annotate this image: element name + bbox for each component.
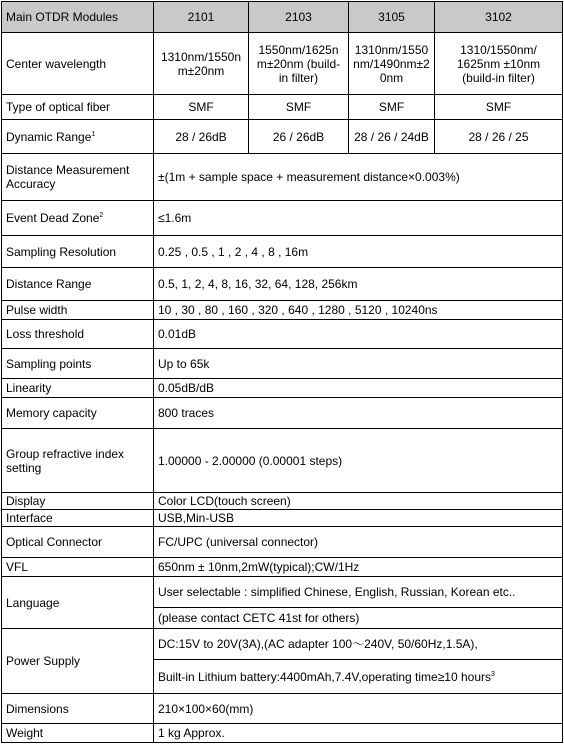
row-label: Center wavelength (2, 33, 154, 95)
value-line: 1625nm ±10nm (456, 56, 541, 71)
row-value: ≤1.6m (154, 201, 563, 236)
row-value: USB,Min-USB (154, 510, 563, 527)
row-value: 650nm ± 10nm,2mW(typical);CW/1Hz (154, 558, 563, 577)
row-label: Dimensions (2, 694, 154, 724)
row-label (2, 154, 154, 201)
row-fiber-type (2, 95, 563, 120)
cell-3105 (349, 33, 435, 95)
row-label: Type of optical fiber (2, 95, 154, 120)
row-value: (please contact CETC 41st for others) (154, 608, 563, 629)
row-value (154, 660, 563, 694)
row-label: Sampling points (2, 349, 154, 379)
cell-3102 (435, 33, 563, 95)
row-label (2, 429, 154, 493)
row-interface (2, 510, 563, 527)
specifications-table (1, 1, 563, 743)
row-label: Power Supply (2, 629, 154, 694)
row-value: DC:15V to 20V(3A),(AC adapter 100～240V, 50/60Hz,1.5A), (154, 629, 563, 660)
row-optical-connector (2, 527, 563, 558)
row-label: Linearity (2, 379, 154, 398)
row-label: Distance Range (2, 268, 154, 301)
value-line: (build-in filter) (462, 70, 535, 85)
header-row (2, 2, 563, 33)
value-line: 1310nm/1550n (160, 49, 242, 64)
row-label: Sampling Resolution (2, 236, 154, 268)
cell-2103 (249, 33, 349, 95)
model-2103: 2103 (249, 2, 349, 33)
row-label: Display (2, 493, 154, 510)
value-line: nm/1490nm±2 (353, 56, 430, 71)
row-memory-capacity (2, 398, 563, 429)
model-3105: 3105 (349, 2, 435, 33)
row-value: 0.05dB/dB (154, 379, 563, 398)
row-label: Loss threshold (2, 320, 154, 349)
cell-3105: SMF (349, 95, 435, 120)
row-value: Up to 65k (154, 349, 563, 379)
row-value: 800 traces (154, 398, 563, 429)
row-value: 1.00000 - 2.00000 (0.00001 steps) (154, 429, 563, 493)
row-value: 0.5, 1, 2, 4, 8, 16, 32, 64, 128, 256km (154, 268, 563, 301)
row-label: Weight (2, 724, 154, 743)
row-sampling-points (2, 349, 563, 379)
row-label: Language (2, 577, 154, 629)
row-label (2, 201, 154, 236)
cell-2103: 26 / 26dB (249, 120, 349, 154)
row-label: Memory capacity (2, 398, 154, 429)
row-event-dead-zone (2, 201, 563, 236)
row-linearity (2, 379, 563, 398)
row-distance-accuracy (2, 154, 563, 201)
value-line: m±20nm (build- (256, 56, 341, 71)
label-line: Distance Measurement (6, 163, 130, 177)
row-value: ±(1m + sample space + measurement distance×0.003%) (154, 154, 563, 201)
cell-2103: SMF (249, 95, 349, 120)
cell-3105: 28 / 26 / 24dB (349, 120, 435, 154)
label-line: Group refractive index (6, 446, 125, 461)
row-dynamic-range (2, 120, 563, 154)
row-weight (2, 724, 563, 743)
row-power-supply (2, 629, 563, 660)
label-text: Dynamic Range (6, 129, 92, 144)
value-line: 0nm (379, 70, 404, 85)
row-value: 10 , 30 , 80 , 160 , 320 , 640 , 1280 , 5120 , 10240ns (154, 301, 563, 320)
row-language (2, 577, 563, 608)
value-text: Built-in Lithium battery:4400mAh,7.4V,operating time≥10 hours (158, 669, 491, 684)
row-pulse-width (2, 301, 563, 320)
value-line: 1310nm/1550 (354, 42, 429, 57)
row-value: Color LCD(touch screen) (154, 493, 563, 510)
row-label: Pulse width (2, 301, 154, 320)
label-line: Accuracy (6, 177, 56, 191)
row-label: Interface (2, 510, 154, 527)
row-sampling-resolution (2, 236, 563, 268)
row-label: VFL (2, 558, 154, 577)
row-value: 0.25 , 0.5 , 1 , 2 , 4 , 8 , 16m (154, 236, 563, 268)
footnote-marker: 1 (91, 130, 96, 138)
value-line: in filter) (278, 70, 319, 85)
cell-2101 (154, 33, 249, 95)
value-line: 1550nm/1625n (258, 42, 339, 57)
model-3102: 3102 (435, 2, 563, 33)
row-label: Optical Connector (2, 527, 154, 558)
row-value: 0.01dB (154, 320, 563, 349)
cell-2101: 28 / 26dB (154, 120, 249, 154)
row-display (2, 493, 563, 510)
row-value: 210×100×60(mm) (154, 694, 563, 724)
row-distance-range (2, 268, 563, 301)
row-loss-threshold (2, 320, 563, 349)
row-center-wavelength (2, 33, 563, 95)
row-value: 1 kg Approx. (154, 724, 563, 743)
footnote-marker: 3 (491, 670, 495, 678)
cell-3102: 28 / 26 / 25 (435, 120, 563, 154)
label-text: Event Dead Zone (6, 211, 100, 225)
row-group-index (2, 429, 563, 493)
row-vfl (2, 558, 563, 577)
model-2101: 2101 (154, 2, 249, 33)
value-line: m±20nm (177, 63, 225, 78)
row-value: User selectable : simplified Chinese, English, Russian, Korean etc.. (154, 577, 563, 608)
footnote-marker: 2 (99, 212, 104, 219)
row-label (2, 120, 154, 154)
cell-3102: SMF (435, 95, 563, 120)
row-dimensions (2, 694, 563, 724)
label-line: setting (6, 460, 42, 475)
cell-2101: SMF (154, 95, 249, 120)
row-value: FC/UPC (universal connector) (154, 527, 563, 558)
value-line: 1310/1550nm/ (460, 42, 537, 57)
table-title: Main OTDR Modules (2, 2, 154, 33)
